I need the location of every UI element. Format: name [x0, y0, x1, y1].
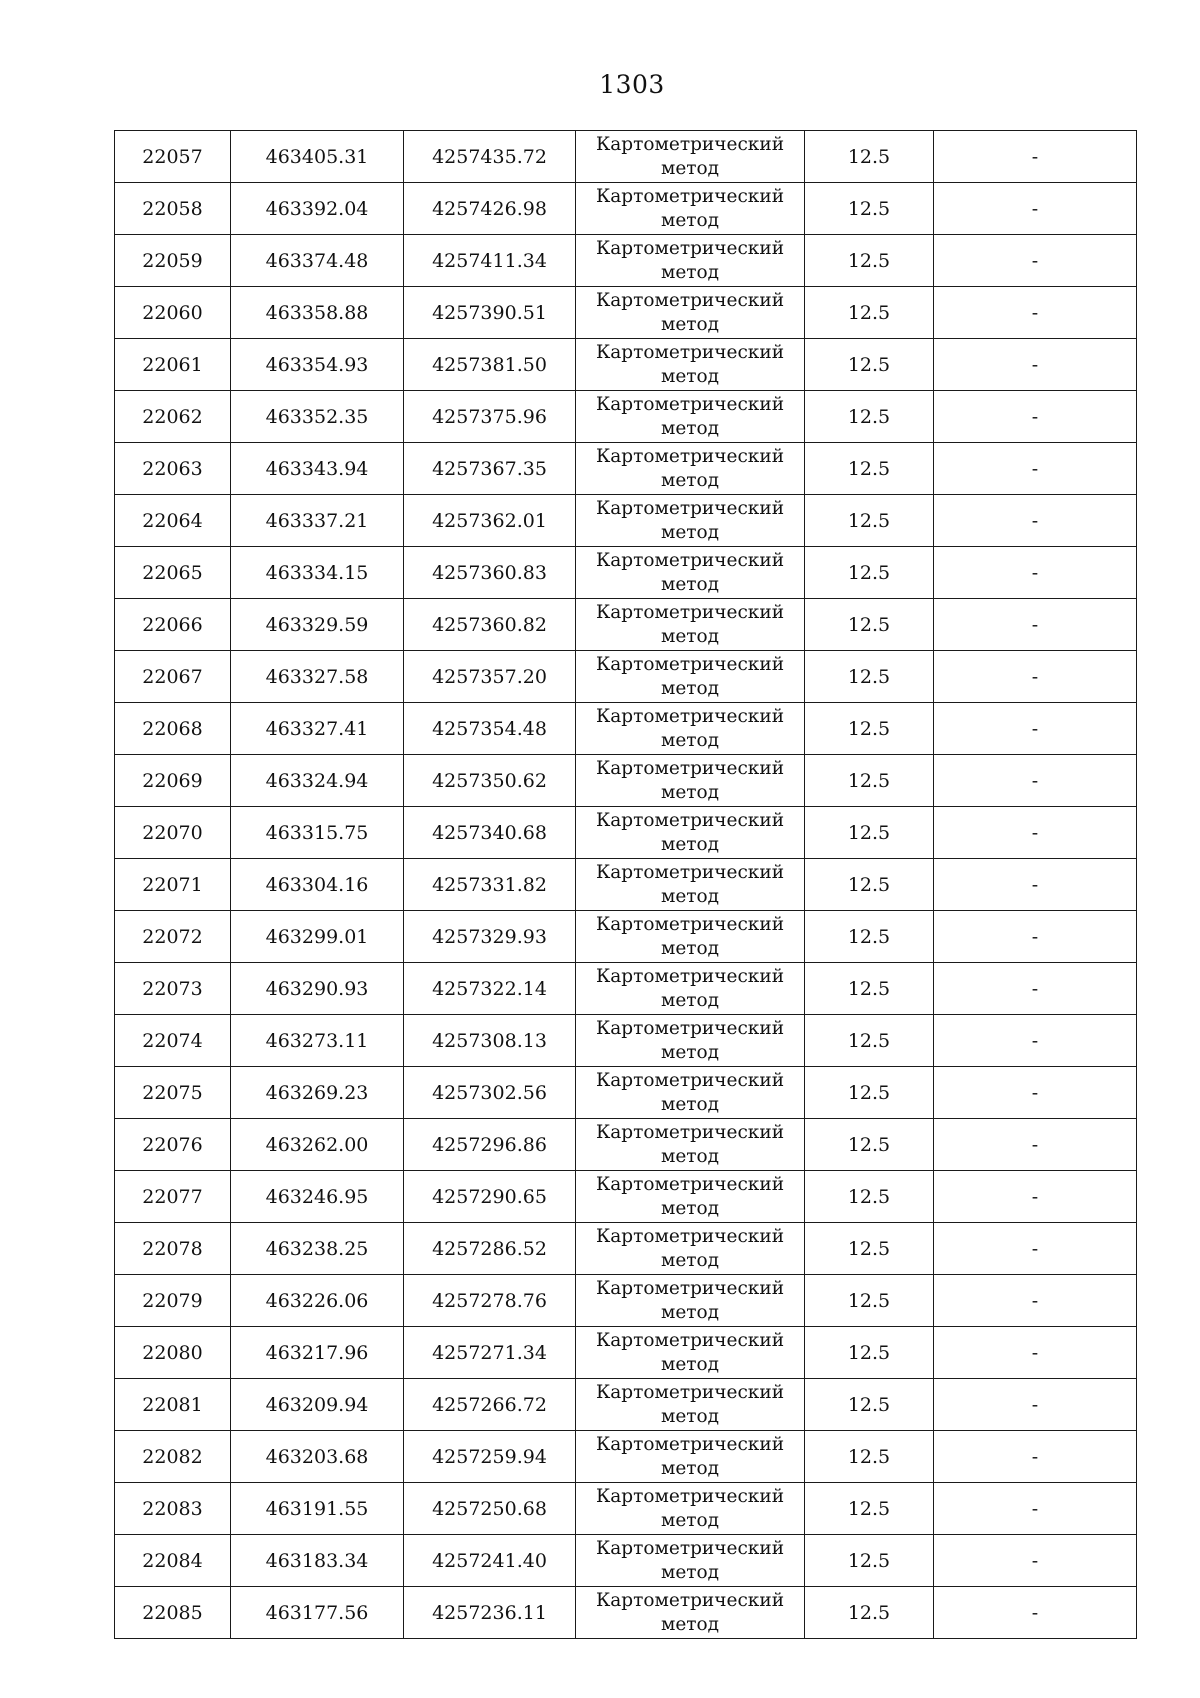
method-line-2: метод	[660, 625, 720, 647]
note-cell: -	[934, 1379, 1137, 1431]
y-coordinate-cell: 4257290.65	[404, 1171, 576, 1223]
method-line-2: метод	[660, 1093, 720, 1115]
table-row	[115, 859, 1137, 911]
table-row	[115, 287, 1137, 339]
coordinates-table-body	[115, 131, 1137, 1639]
method-line-2: метод	[660, 989, 720, 1011]
method-line-1: Картометрический	[595, 1537, 785, 1559]
method-cell	[576, 859, 805, 911]
x-coordinate-cell: 463273.11	[231, 1015, 404, 1067]
method-line-1: Картометрический	[595, 1225, 785, 1247]
table-row	[115, 599, 1137, 651]
accuracy-cell: 12.5	[805, 183, 934, 235]
accuracy-cell: 12.5	[805, 1171, 934, 1223]
y-coordinate-cell: 4257360.82	[404, 599, 576, 651]
point-number-cell: 22081	[115, 1379, 231, 1431]
point-number-cell: 22065	[115, 547, 231, 599]
method-cell	[576, 1535, 805, 1587]
accuracy-cell: 12.5	[805, 1483, 934, 1535]
note-cell: -	[934, 599, 1137, 651]
x-coordinate-cell: 463238.25	[231, 1223, 404, 1275]
point-number-cell: 22079	[115, 1275, 231, 1327]
y-coordinate-cell: 4257435.72	[404, 131, 576, 183]
table-row	[115, 1067, 1137, 1119]
note-cell: -	[934, 911, 1137, 963]
method-cell	[576, 1223, 805, 1275]
y-coordinate-cell: 4257340.68	[404, 807, 576, 859]
note-cell: -	[934, 1431, 1137, 1483]
x-coordinate-cell: 463217.96	[231, 1327, 404, 1379]
table-row	[115, 1327, 1137, 1379]
point-number-cell: 22084	[115, 1535, 231, 1587]
note-cell: -	[934, 1275, 1137, 1327]
method-cell	[576, 651, 805, 703]
accuracy-cell: 12.5	[805, 1535, 934, 1587]
y-coordinate-cell: 4257259.94	[404, 1431, 576, 1483]
note-cell: -	[934, 1223, 1137, 1275]
point-number-cell: 22064	[115, 495, 231, 547]
method-line-2: метод	[660, 1249, 720, 1271]
y-coordinate-cell: 4257350.62	[404, 755, 576, 807]
method-line-2: метод	[660, 157, 720, 179]
method-line-1: Картометрический	[595, 1069, 785, 1091]
x-coordinate-cell: 463177.56	[231, 1587, 404, 1639]
point-number-cell: 22080	[115, 1327, 231, 1379]
x-coordinate-cell: 463354.93	[231, 339, 404, 391]
method-cell	[576, 1015, 805, 1067]
table-row	[115, 911, 1137, 963]
y-coordinate-cell: 4257375.96	[404, 391, 576, 443]
method-cell	[576, 599, 805, 651]
accuracy-cell: 12.5	[805, 755, 934, 807]
method-cell	[576, 131, 805, 183]
table-row	[115, 235, 1137, 287]
accuracy-cell: 12.5	[805, 1015, 934, 1067]
method-line-2: метод	[660, 1041, 720, 1063]
accuracy-cell: 12.5	[805, 495, 934, 547]
accuracy-cell: 12.5	[805, 339, 934, 391]
table-row	[115, 1275, 1137, 1327]
method-line-1: Картометрический	[595, 913, 785, 935]
point-number-cell: 22066	[115, 599, 231, 651]
method-cell	[576, 1431, 805, 1483]
point-number-cell: 22063	[115, 443, 231, 495]
point-number-cell: 22060	[115, 287, 231, 339]
method-line-1: Картометрический	[595, 809, 785, 831]
x-coordinate-cell: 463183.34	[231, 1535, 404, 1587]
x-coordinate-cell: 463191.55	[231, 1483, 404, 1535]
y-coordinate-cell: 4257329.93	[404, 911, 576, 963]
method-cell	[576, 755, 805, 807]
x-coordinate-cell: 463358.88	[231, 287, 404, 339]
method-line-1: Картометрический	[595, 1589, 785, 1611]
x-coordinate-cell: 463374.48	[231, 235, 404, 287]
point-number-cell: 22077	[115, 1171, 231, 1223]
method-line-1: Картометрический	[595, 965, 785, 987]
table-row	[115, 1379, 1137, 1431]
y-coordinate-cell: 4257236.11	[404, 1587, 576, 1639]
method-line-1: Картометрический	[595, 133, 785, 155]
accuracy-cell: 12.5	[805, 1223, 934, 1275]
accuracy-cell: 12.5	[805, 1119, 934, 1171]
method-line-1: Картометрический	[595, 185, 785, 207]
x-coordinate-cell: 463327.41	[231, 703, 404, 755]
point-number-cell: 22057	[115, 131, 231, 183]
table-row	[115, 339, 1137, 391]
table-row	[115, 1223, 1137, 1275]
method-cell	[576, 1275, 805, 1327]
table-row	[115, 495, 1137, 547]
accuracy-cell: 12.5	[805, 1275, 934, 1327]
point-number-cell: 22061	[115, 339, 231, 391]
y-coordinate-cell: 4257331.82	[404, 859, 576, 911]
y-coordinate-cell: 4257357.20	[404, 651, 576, 703]
x-coordinate-cell: 463327.58	[231, 651, 404, 703]
accuracy-cell: 12.5	[805, 1431, 934, 1483]
x-coordinate-cell: 463334.15	[231, 547, 404, 599]
x-coordinate-cell: 463392.04	[231, 183, 404, 235]
table-row	[115, 1483, 1137, 1535]
method-line-2: метод	[660, 1561, 720, 1583]
point-number-cell: 22058	[115, 183, 231, 235]
accuracy-cell: 12.5	[805, 547, 934, 599]
table-row	[115, 1535, 1137, 1587]
method-cell	[576, 443, 805, 495]
method-cell	[576, 911, 805, 963]
y-coordinate-cell: 4257302.56	[404, 1067, 576, 1119]
method-cell	[576, 703, 805, 755]
y-coordinate-cell: 4257271.34	[404, 1327, 576, 1379]
x-coordinate-cell: 463299.01	[231, 911, 404, 963]
x-coordinate-cell: 463352.35	[231, 391, 404, 443]
method-line-1: Картометрический	[595, 1017, 785, 1039]
table-row	[115, 443, 1137, 495]
x-coordinate-cell: 463269.23	[231, 1067, 404, 1119]
accuracy-cell: 12.5	[805, 651, 934, 703]
table-row	[115, 391, 1137, 443]
y-coordinate-cell: 4257411.34	[404, 235, 576, 287]
method-line-2: метод	[660, 365, 720, 387]
page-number: 1303	[599, 70, 665, 99]
accuracy-cell: 12.5	[805, 131, 934, 183]
x-coordinate-cell: 463290.93	[231, 963, 404, 1015]
method-line-2: метод	[660, 521, 720, 543]
method-line-2: метод	[660, 313, 720, 335]
point-number-cell: 22059	[115, 235, 231, 287]
accuracy-cell: 12.5	[805, 1379, 934, 1431]
accuracy-cell: 12.5	[805, 911, 934, 963]
table-row	[115, 1431, 1137, 1483]
note-cell: -	[934, 1587, 1137, 1639]
method-line-2: метод	[660, 729, 720, 751]
accuracy-cell: 12.5	[805, 703, 934, 755]
accuracy-cell: 12.5	[805, 235, 934, 287]
point-number-cell: 22075	[115, 1067, 231, 1119]
note-cell: -	[934, 391, 1137, 443]
point-number-cell: 22062	[115, 391, 231, 443]
y-coordinate-cell: 4257278.76	[404, 1275, 576, 1327]
method-line-1: Картометрический	[595, 705, 785, 727]
table-row	[115, 1119, 1137, 1171]
note-cell: -	[934, 547, 1137, 599]
method-line-2: метод	[660, 781, 720, 803]
note-cell: -	[934, 1067, 1137, 1119]
method-line-2: метод	[660, 1613, 720, 1635]
note-cell: -	[934, 1119, 1137, 1171]
point-number-cell: 22085	[115, 1587, 231, 1639]
table-row	[115, 183, 1137, 235]
method-cell	[576, 495, 805, 547]
method-cell	[576, 339, 805, 391]
method-line-1: Картометрический	[595, 653, 785, 675]
method-line-1: Картометрический	[595, 1121, 785, 1143]
table-row	[115, 703, 1137, 755]
point-number-cell: 22070	[115, 807, 231, 859]
note-cell: -	[934, 339, 1137, 391]
method-line-2: метод	[660, 1509, 720, 1531]
accuracy-cell: 12.5	[805, 807, 934, 859]
y-coordinate-cell: 4257266.72	[404, 1379, 576, 1431]
method-line-1: Картометрический	[595, 341, 785, 363]
method-line-1: Картометрический	[595, 497, 785, 519]
note-cell: -	[934, 235, 1137, 287]
method-cell	[576, 1119, 805, 1171]
method-cell	[576, 1483, 805, 1535]
method-cell	[576, 1379, 805, 1431]
method-line-1: Картометрический	[595, 289, 785, 311]
method-line-1: Картометрический	[595, 1277, 785, 1299]
method-line-1: Картометрический	[595, 757, 785, 779]
method-line-2: метод	[660, 1145, 720, 1167]
method-cell	[576, 1327, 805, 1379]
x-coordinate-cell: 463203.68	[231, 1431, 404, 1483]
note-cell: -	[934, 859, 1137, 911]
x-coordinate-cell: 463209.94	[231, 1379, 404, 1431]
x-coordinate-cell: 463337.21	[231, 495, 404, 547]
method-line-1: Картометрический	[595, 601, 785, 623]
table-row	[115, 755, 1137, 807]
note-cell: -	[934, 1535, 1137, 1587]
method-line-2: метод	[660, 469, 720, 491]
point-number-cell: 22067	[115, 651, 231, 703]
point-number-cell: 22071	[115, 859, 231, 911]
table-row	[115, 651, 1137, 703]
y-coordinate-cell: 4257296.86	[404, 1119, 576, 1171]
y-coordinate-cell: 4257354.48	[404, 703, 576, 755]
x-coordinate-cell: 463304.16	[231, 859, 404, 911]
table-row	[115, 1171, 1137, 1223]
accuracy-cell: 12.5	[805, 287, 934, 339]
method-cell	[576, 1171, 805, 1223]
method-line-2: метод	[660, 1353, 720, 1375]
method-line-1: Картометрический	[595, 1485, 785, 1507]
note-cell: -	[934, 183, 1137, 235]
y-coordinate-cell: 4257390.51	[404, 287, 576, 339]
method-line-1: Картометрический	[595, 549, 785, 571]
method-line-1: Картометрический	[595, 1381, 785, 1403]
method-line-1: Картометрический	[595, 445, 785, 467]
y-coordinate-cell: 4257241.40	[404, 1535, 576, 1587]
method-cell	[576, 1587, 805, 1639]
note-cell: -	[934, 755, 1137, 807]
method-cell	[576, 963, 805, 1015]
point-number-cell: 22076	[115, 1119, 231, 1171]
point-number-cell: 22068	[115, 703, 231, 755]
method-line-2: метод	[660, 1405, 720, 1427]
accuracy-cell: 12.5	[805, 1587, 934, 1639]
x-coordinate-cell: 463226.06	[231, 1275, 404, 1327]
y-coordinate-cell: 4257367.35	[404, 443, 576, 495]
point-number-cell: 22074	[115, 1015, 231, 1067]
method-line-1: Картометрический	[595, 1173, 785, 1195]
point-number-cell: 22083	[115, 1483, 231, 1535]
y-coordinate-cell: 4257250.68	[404, 1483, 576, 1535]
note-cell: -	[934, 963, 1137, 1015]
table-row	[115, 807, 1137, 859]
method-line-1: Картометрический	[595, 237, 785, 259]
method-line-2: метод	[660, 1457, 720, 1479]
y-coordinate-cell: 4257360.83	[404, 547, 576, 599]
note-cell: -	[934, 1327, 1137, 1379]
note-cell: -	[934, 807, 1137, 859]
table-row	[115, 1015, 1137, 1067]
method-line-1: Картометрический	[595, 393, 785, 415]
x-coordinate-cell: 463262.00	[231, 1119, 404, 1171]
method-cell	[576, 1067, 805, 1119]
accuracy-cell: 12.5	[805, 443, 934, 495]
table-row	[115, 547, 1137, 599]
note-cell: -	[934, 703, 1137, 755]
accuracy-cell: 12.5	[805, 859, 934, 911]
method-cell	[576, 807, 805, 859]
accuracy-cell: 12.5	[805, 1067, 934, 1119]
table-row	[115, 963, 1137, 1015]
accuracy-cell: 12.5	[805, 963, 934, 1015]
accuracy-cell: 12.5	[805, 1327, 934, 1379]
method-line-2: метод	[660, 833, 720, 855]
method-line-1: Картометрический	[595, 1433, 785, 1455]
method-line-2: метод	[660, 209, 720, 231]
y-coordinate-cell: 4257308.13	[404, 1015, 576, 1067]
x-coordinate-cell: 463246.95	[231, 1171, 404, 1223]
method-line-1: Картометрический	[595, 861, 785, 883]
point-number-cell: 22069	[115, 755, 231, 807]
point-number-cell: 22073	[115, 963, 231, 1015]
x-coordinate-cell: 463405.31	[231, 131, 404, 183]
y-coordinate-cell: 4257381.50	[404, 339, 576, 391]
note-cell: -	[934, 1015, 1137, 1067]
method-line-2: метод	[660, 1301, 720, 1323]
method-cell	[576, 235, 805, 287]
x-coordinate-cell: 463329.59	[231, 599, 404, 651]
method-line-2: метод	[660, 885, 720, 907]
method-cell	[576, 391, 805, 443]
point-number-cell: 22078	[115, 1223, 231, 1275]
accuracy-cell: 12.5	[805, 391, 934, 443]
y-coordinate-cell: 4257322.14	[404, 963, 576, 1015]
table-row	[115, 1587, 1137, 1639]
y-coordinate-cell: 4257426.98	[404, 183, 576, 235]
y-coordinate-cell: 4257362.01	[404, 495, 576, 547]
x-coordinate-cell: 463315.75	[231, 807, 404, 859]
note-cell: -	[934, 287, 1137, 339]
method-line-1: Картометрический	[595, 1329, 785, 1351]
note-cell: -	[934, 131, 1137, 183]
method-line-2: метод	[660, 677, 720, 699]
note-cell: -	[934, 1171, 1137, 1223]
x-coordinate-cell: 463324.94	[231, 755, 404, 807]
coordinates-table	[114, 130, 1137, 1639]
method-cell	[576, 183, 805, 235]
point-number-cell: 22082	[115, 1431, 231, 1483]
method-cell	[576, 287, 805, 339]
accuracy-cell: 12.5	[805, 599, 934, 651]
method-line-2: метод	[660, 417, 720, 439]
method-cell	[576, 547, 805, 599]
note-cell: -	[934, 1483, 1137, 1535]
method-line-2: метод	[660, 573, 720, 595]
note-cell: -	[934, 443, 1137, 495]
table-row	[115, 131, 1137, 183]
note-cell: -	[934, 651, 1137, 703]
x-coordinate-cell: 463343.94	[231, 443, 404, 495]
method-line-2: метод	[660, 1197, 720, 1219]
y-coordinate-cell: 4257286.52	[404, 1223, 576, 1275]
point-number-cell: 22072	[115, 911, 231, 963]
note-cell: -	[934, 495, 1137, 547]
method-line-2: метод	[660, 937, 720, 959]
method-line-2: метод	[660, 261, 720, 283]
